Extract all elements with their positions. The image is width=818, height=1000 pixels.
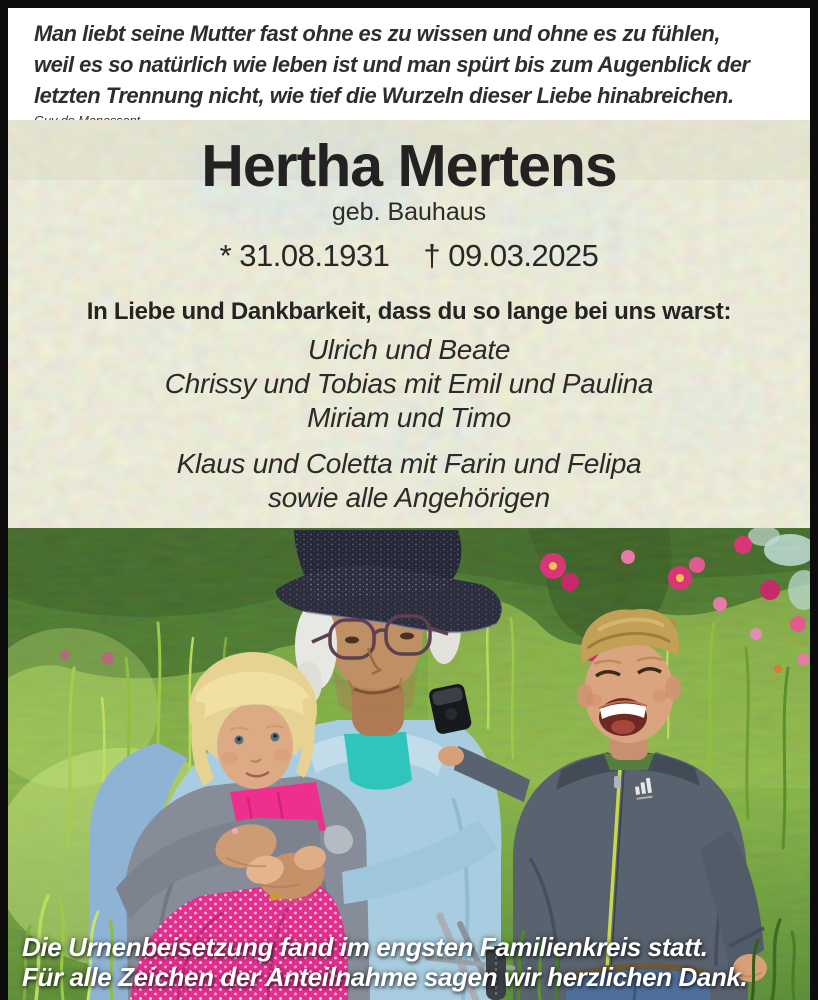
- footer-line-2: Für alle Zeichen der Anteilnahme sagen wir herzlichen Dank.: [22, 962, 748, 992]
- quote-line-3: letzten Trennung nicht, wie tief die Wurzeln dieser Liebe hinabreichen.: [34, 83, 734, 108]
- footer-message: [22, 932, 747, 992]
- death-date: † 09.03.2025: [423, 238, 599, 273]
- mourner-line: sowie alle Angehörigen: [268, 482, 550, 513]
- deceased-name: Hertha Mertens: [201, 133, 617, 199]
- birth-name: geb. Bauhaus: [331, 198, 487, 226]
- mourner-line: Ulrich und Beate: [307, 334, 511, 365]
- mourner-line: Chrissy und Tobias mit Emil und Paulina: [164, 368, 654, 399]
- birth-date: * 31.08.1931: [219, 238, 390, 273]
- quote-line-2: weil es so natürlich wie leben ist und man spürt bis zum Augenblick der: [34, 52, 750, 77]
- memorial-section: [8, 120, 810, 528]
- quote-section: [8, 8, 810, 120]
- mourner-group-2: [8, 447, 810, 515]
- life-dates: [8, 239, 810, 272]
- footer-line-1: Die Urnenbeisetzung fand im engsten Familienkreis statt.: [22, 932, 708, 962]
- memorial-content: [8, 133, 810, 515]
- obituary-card: [8, 8, 810, 992]
- mourner-line: Miriam und Timo: [307, 402, 511, 433]
- photo-section: [8, 528, 810, 1000]
- family-photo-illustration: [8, 528, 810, 1000]
- quote-line-1: Man liebt seine Mutter fast ohne es zu wissen und ohne es zu fühlen,: [34, 21, 720, 46]
- mourner-line: Klaus und Coletta mit Farin und Felipa: [176, 448, 642, 479]
- tribute-intro: In Liebe und Dankbarkeit, dass du so lange bei uns warst:: [86, 298, 732, 325]
- mourner-group-1: [8, 333, 810, 435]
